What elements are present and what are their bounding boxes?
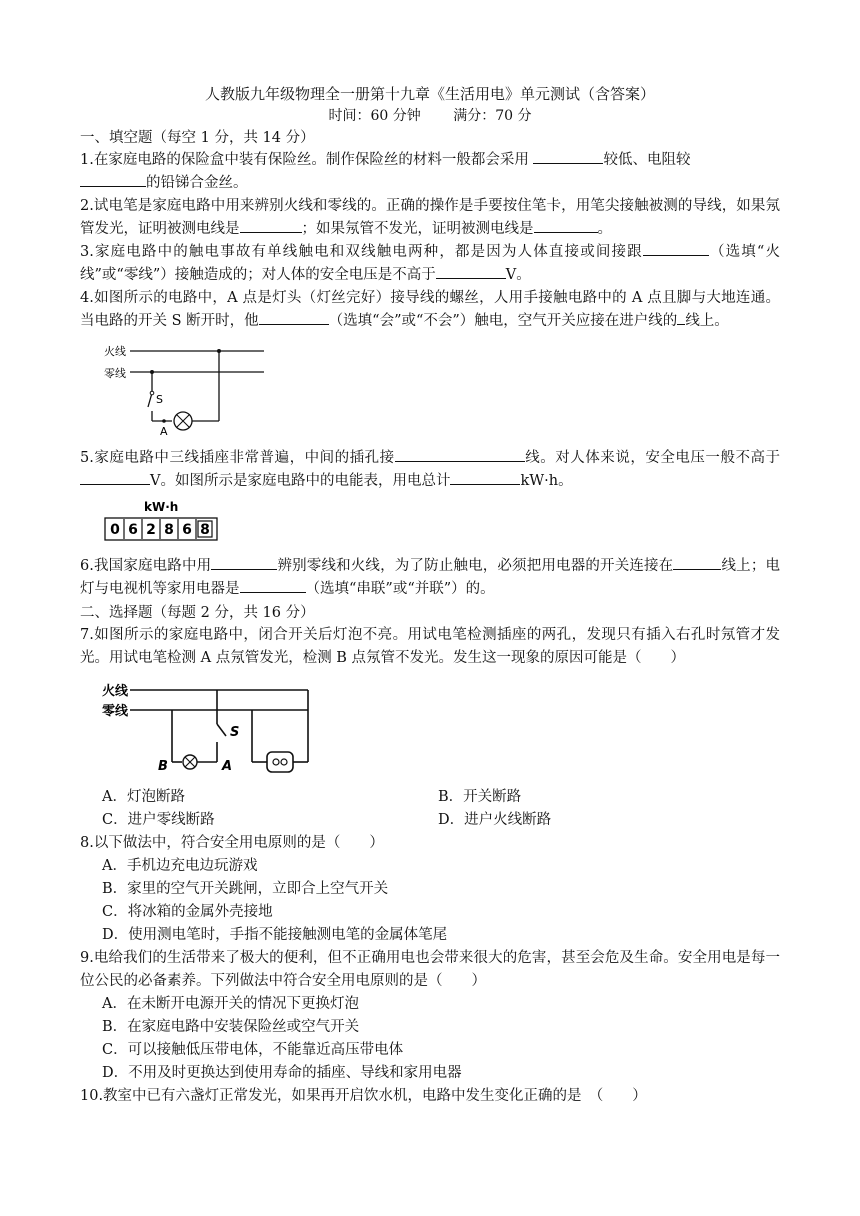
option-b[interactable]: B．在家庭电路中安装保险丝或空气开关 <box>102 1019 360 1035</box>
answer-blank[interactable] <box>211 555 277 570</box>
live-wire-label: 火线 <box>102 684 129 699</box>
option-b[interactable]: B．家里的空气开关跳闸，立即合上空气开关 <box>102 881 389 897</box>
live-wire-label: 火线 <box>104 345 126 358</box>
question-9-stem: 9.电给我们的生活带来了极大的便利，但不正确用电也会带来很大的危害，甚至会危及生命。安全用电是每一位公民的必备素养。下列做法中符合安全用电原则的是（ ） <box>80 950 780 989</box>
switch-blade <box>217 724 226 736</box>
page-title: 人教版九年级物理全一册第十九章《生活用电》单元测试（含答案） <box>204 85 655 103</box>
option-d[interactable]: D．不用及时更换达到使用寿命的插座、导线和家用电器 <box>102 1065 462 1081</box>
switch-contact <box>150 391 154 395</box>
section-fill-in: 一、填空题（每空 1 分，共 14 分） <box>80 130 315 146</box>
meter-digit: 8 <box>164 522 174 538</box>
switch-label: S <box>230 725 240 740</box>
socket-icon <box>267 752 293 772</box>
question-2: 2.试电笔是家庭电路中用来辨别火线和零线的。正确的操作是手要按住笔卡，用笔尖接触被测的导线，如果氖管发光，证明被测电线是 ；如果氖管不发光，证明被测电线是 。 <box>80 198 780 237</box>
question-7-stem: 7.如图所示的家庭电路中，闭合开关后灯泡不亮。用试电笔检测插座的两孔，发现只有插入右孔时氖管才发光。用试电笔检测 A 点氖管发光，检测 B 点氖管不发光。发生这一现象的原因可能是（ ） <box>80 627 780 666</box>
question-8-stem: 8.以下做法中，符合安全用电原则的是（ ） <box>80 835 384 851</box>
neutral-wire-label: 零线 <box>102 704 129 719</box>
answer-blank[interactable] <box>534 218 598 233</box>
answer-blank[interactable] <box>240 578 306 593</box>
answer-blank[interactable] <box>240 218 302 233</box>
point-a-label: A <box>160 425 168 437</box>
option-c[interactable]: C．将冰箱的金属外壳接地 <box>102 904 273 920</box>
answer-blank[interactable] <box>436 264 506 279</box>
switch-label: S <box>156 393 163 406</box>
point-a-dot <box>162 419 166 423</box>
energy-meter <box>104 499 224 545</box>
neutral-wire-label: 零线 <box>104 367 126 380</box>
option-d[interactable]: D．使用测电笔时，手指不能接触测电笔的金属体笔尾 <box>102 927 448 943</box>
option-a[interactable]: A．手机边充电边玩游戏 <box>102 858 258 874</box>
question-7-options-row2 <box>80 809 780 832</box>
question-3: 3.家庭电路中的触电事故有单线触电和双线触电两种，都是因为人体直接或间接跟 （选填“火线”或“零线”）接触造成的；对人体的安全电压是不高于 V。 <box>80 241 780 287</box>
question-10-stem: 10.教室中已有六盏灯正常发光，如果再开启饮水机，电路中发生变化正确的是 （ ） <box>80 1088 647 1104</box>
answer-blank[interactable] <box>643 241 709 256</box>
circuit-diagram-1 <box>104 341 264 437</box>
figure-circuit-2 <box>102 680 780 780</box>
answer-blank[interactable] <box>395 447 525 462</box>
answer-blank[interactable] <box>673 555 721 570</box>
option-c[interactable]: C．进户零线断路 <box>102 812 215 828</box>
point-a-label: A <box>222 759 233 774</box>
option-d[interactable]: D．进户火线断路 <box>438 812 552 828</box>
answer-blank[interactable] <box>80 172 146 187</box>
meter-unit: kW·h <box>144 500 179 514</box>
exam-info <box>80 106 780 126</box>
meter-digit: 6 <box>182 522 192 538</box>
time-label: 时间：60 分钟 <box>328 108 421 124</box>
meter-digit: 0 <box>110 522 120 538</box>
meter-digit: 6 <box>128 522 138 538</box>
option-a[interactable]: A．灯泡断路 <box>102 789 185 805</box>
point-b-label: B <box>158 759 168 774</box>
circuit-diagram-2 <box>102 680 318 776</box>
option-b[interactable]: B．开关断路 <box>438 789 522 805</box>
figure-circuit-1 <box>104 341 780 441</box>
meter-digit: 8 <box>200 522 210 538</box>
option-a[interactable]: A．在未断开电源开关的情况下更换灯泡 <box>102 996 359 1012</box>
question-4: 4.如图所示的电路中，A 点是灯头（灯丝完好）接导线的螺丝，人用手接触电路中的 A 点且脚与大地连通。当电路的开关 S 断开时，他 （选填“会”或“不会”）触电，空气开关应接在进户线的 线上。 <box>80 290 780 329</box>
answer-blank[interactable] <box>450 470 520 485</box>
section-multiple-choice: 二、选择题（每题 2 分，共 16 分） <box>80 605 315 621</box>
question-1: 1.在家庭电路的保险盒中装有保险丝。制作保险丝的材料一般都会采用 较低、电阻较 的铅锑合金丝。 <box>80 149 780 195</box>
option-c[interactable]: C．可以接触低压带电体，不能靠近高压带电体 <box>102 1042 404 1058</box>
answer-blank[interactable] <box>80 470 150 485</box>
answer-blank[interactable] <box>533 149 603 164</box>
figure-energy-meter <box>104 499 780 549</box>
score-label: 满分：70 分 <box>453 108 532 124</box>
meter-digit: 2 <box>146 522 156 538</box>
question-5: 5.家庭电路中三线插座非常普遍，中间的插孔接 线。对人体来说，安全电压一般不高于V。如图所示是家庭电路中的电能表，用电总计 kW·h。 <box>80 447 780 493</box>
worksheet-page <box>80 84 780 1108</box>
answer-blank[interactable] <box>259 310 329 325</box>
question-6: 6.我国家庭电路中用 辨别零线和火线，为了防止触电，必须把用电器的开关连接在 线上；电灯与电视机等家用电器是 （选填“串联”或“并联”）的。 <box>80 555 780 601</box>
question-7-options-row1 <box>80 786 780 809</box>
